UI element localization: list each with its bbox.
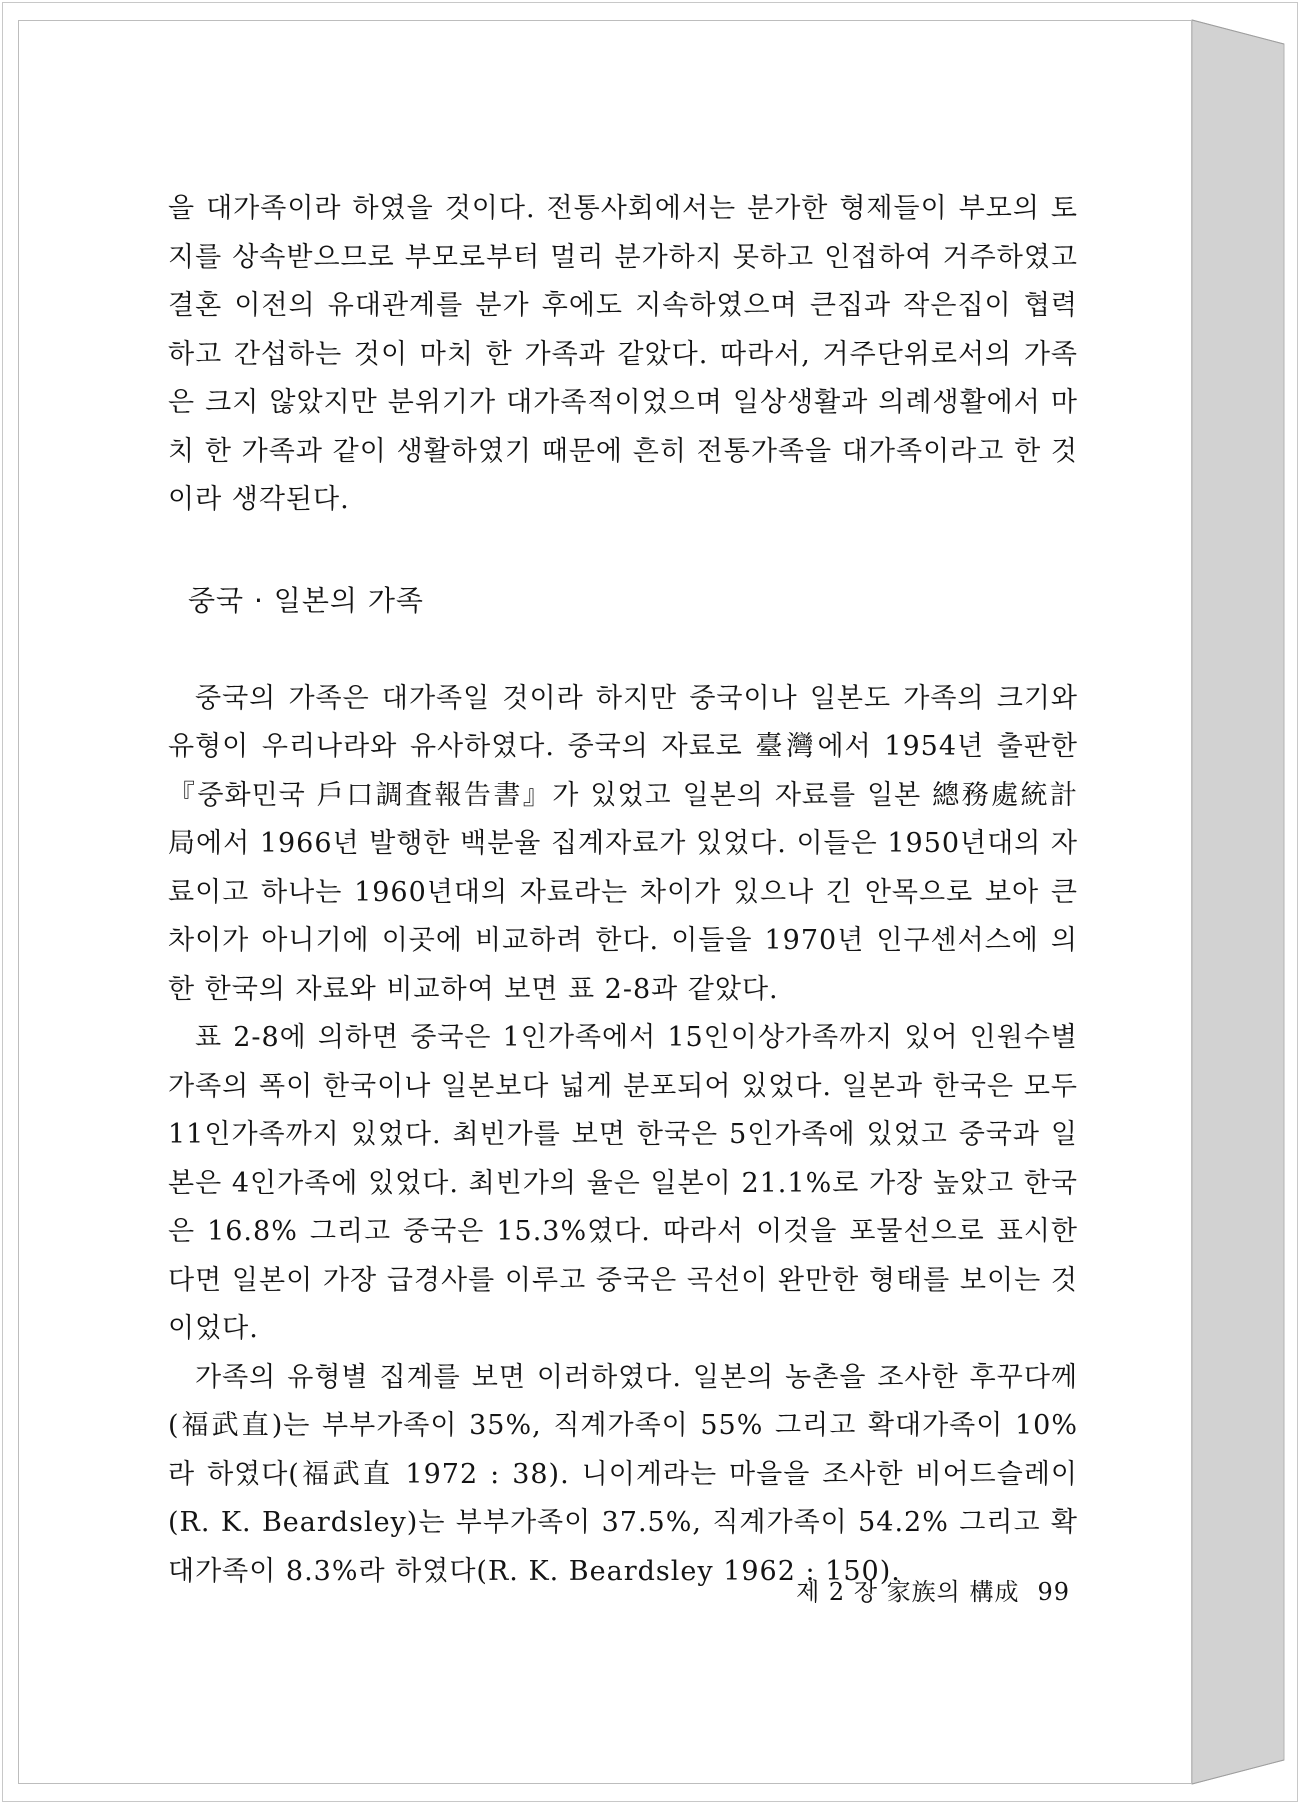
paragraph: 중국의 가족은 대가족일 것이라 하지만 중국이나 일본도 가족의 크기와 유형이 우리나라와 유사하였다. 중국의 자료로 臺灣에서 1954년 출판한 『중화민국 戶口調査報告書』가 있었고 일본의 자료를 일본 總務處統計局에서 1966년 발행한 백분율 집계자료가 있었다. 이들은 1950년대의 자료이고 하나는 1960년대의 자료라는 차이가 있으나 긴 안목으로 보아 큰 차이가 아니기에 이곳에 비교하려 한다. 이들을 1970년 인구센서스에 의한 한국의 자료와 비교하여 보면 표 2-8과 같았다. [168, 682, 1078, 1005]
paragraph-continued: 을 대가족이라 하였을 것이다. 전통사회에서는 분가한 형제들이 부모의 토지를 상속받으므로 부모로부터 멀리 분가하지 못하고 인접하여 거주하였고 결혼 이전의 유대관계를 분가 후에도 지속하였으며 큰집과 작은집이 협력하고 간섭하는 것이 마치 한 가족과 같았다. 따라서, 거주단위로서의 가족은 크지 않았지만 분위기가 대가족적이었으며 일상생활과 의례생활에서 마치 한 가족과 같이 생활하였기 때문에 흔히 전통가족을 대가족이라고 한 것이라 생각된다. [168, 193, 1078, 515]
page-number: 99 [1037, 1578, 1070, 1606]
chapter-title: 제 2 장 家族의 構成 [796, 1578, 1020, 1606]
paragraph: 가족의 유형별 집계를 보면 이러하였다. 일본의 농촌을 조사한 후꾸다께(福武直)는 부부가족이 35%, 직계가족이 55% 그리고 확대가족이 10%라 하였다(福武直 1972 : 38). 니이게라는 마을을 조사한 비어드슬레이(R. K. Beardsley)는 부부가족이 37.5%, 직계가족이 54.2% 그리고 확대가족이 8.3%라 하였다(R. K. Beardsley 1962 : 150). [168, 1361, 1078, 1587]
section-heading: 중국 · 일본의 가족 [188, 583, 424, 617]
running-footer [740, 1572, 1070, 1607]
paragraph: 표 2-8에 의하면 중국은 1인가족에서 15인이상가족까지 있어 인원수별 가족의 폭이 한국이나 일본보다 넓게 분포되어 있었다. 일본과 한국은 모두 11인가족까지 있었다. 최빈가를 보면 한국은 5인가족에 있었고 중국과 일본은 4인가족에 있었다. 최빈가의 율은 일본이 21.1%로 가장 높았고 한국은 16.8% 그리고 중국은 15.3%였다. 따라서 이것을 포물선으로 표시한다면 일본이 가장 급경사를 이루고 중국은 곡선이 완만한 형태를 보이는 것이었다. [168, 1022, 1078, 1344]
page-body [168, 185, 1078, 1596]
book-spine-side [1192, 20, 1284, 1784]
